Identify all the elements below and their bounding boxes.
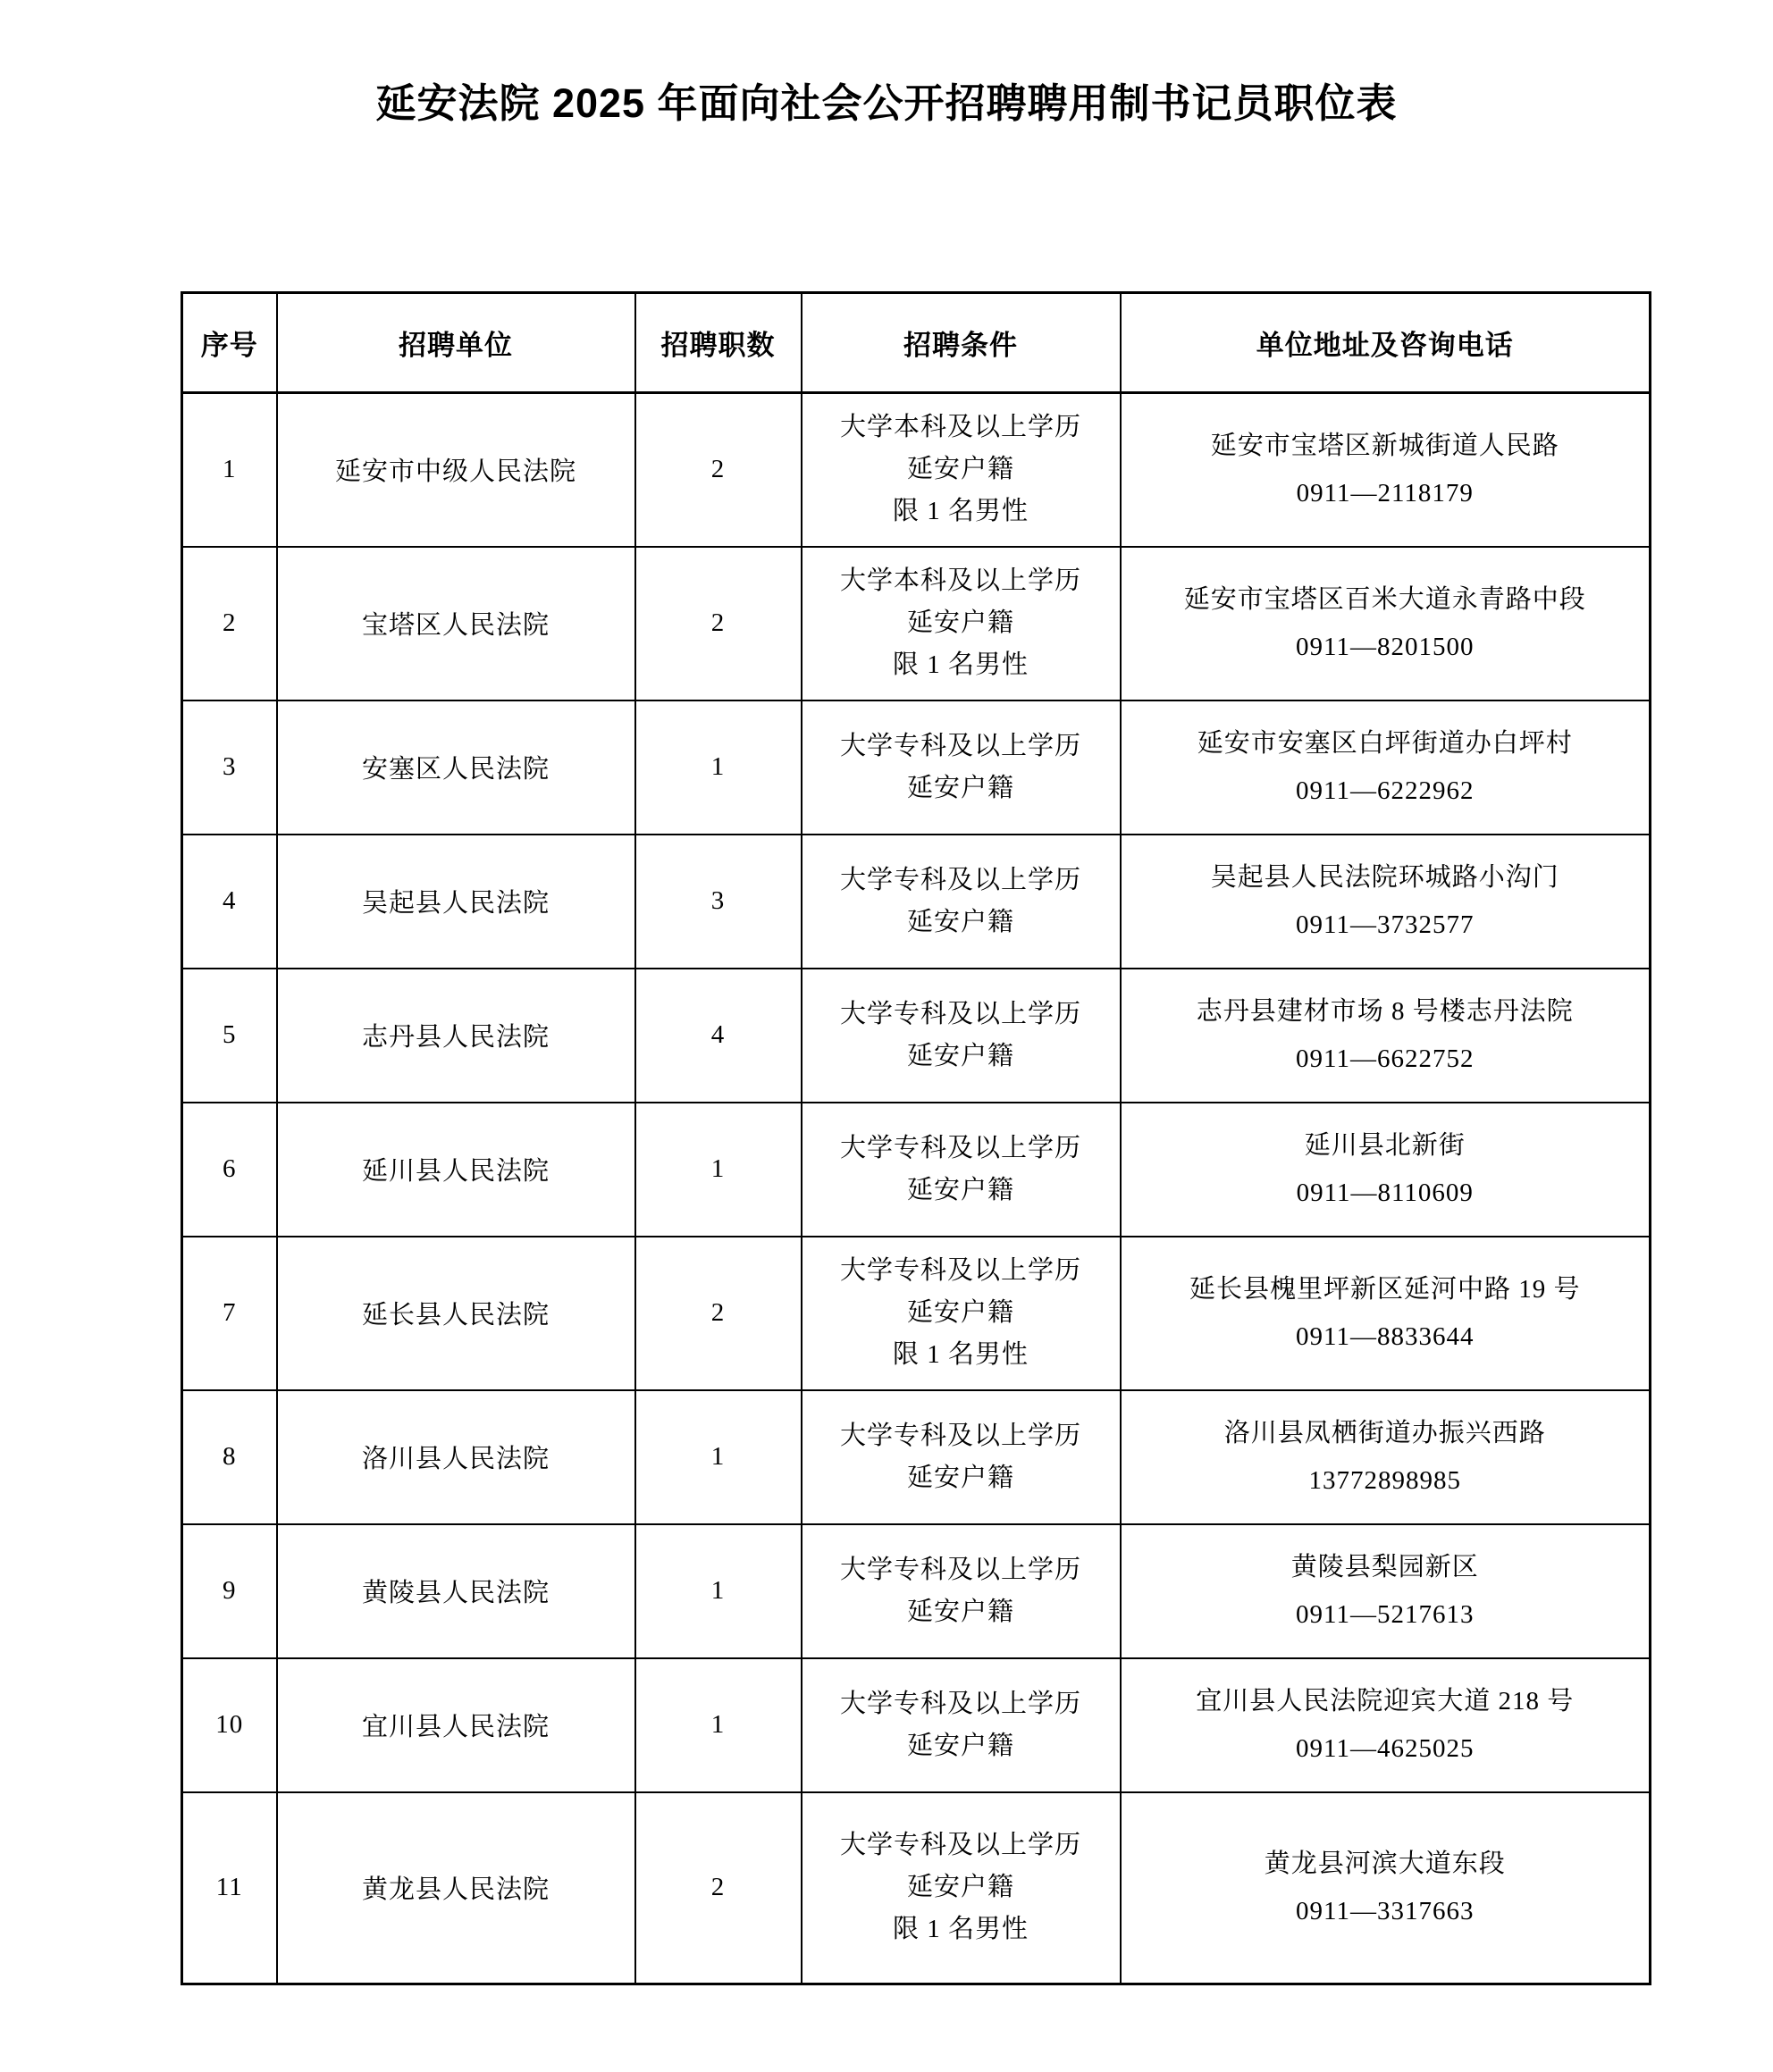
cell-no: 5 xyxy=(182,969,277,1103)
address-line: 0911—6622752 xyxy=(1296,1044,1475,1073)
table-body xyxy=(182,393,1651,1984)
cell-address xyxy=(1121,1658,1651,1792)
address-line: 延川县北新街 xyxy=(1304,1130,1466,1160)
cell-address xyxy=(1121,1103,1651,1237)
table-row xyxy=(182,969,1651,1103)
address-line: 0911—8201500 xyxy=(1296,632,1475,661)
cell-no: 8 xyxy=(182,1390,277,1524)
cell-conditions xyxy=(802,393,1121,547)
cell-count: 1 xyxy=(635,700,802,835)
cell-count: 2 xyxy=(635,393,802,547)
condition-line: 限 1 名男性 xyxy=(892,1340,1029,1369)
cell-address xyxy=(1121,547,1651,700)
table-row xyxy=(182,700,1651,835)
condition-line: 延安户籍 xyxy=(906,608,1014,637)
table-row xyxy=(182,1103,1651,1237)
cell-address xyxy=(1121,1237,1651,1390)
recruitment-position-table xyxy=(181,291,1651,1985)
page-title: 延安法院 2025 年面向社会公开招聘聘用制书记员职位表 xyxy=(375,80,1398,126)
cell-unit: 黄龙县人民法院 xyxy=(277,1792,635,1984)
cell-no: 10 xyxy=(182,1658,277,1792)
condition-line: 限 1 名男性 xyxy=(892,650,1029,679)
cell-count: 2 xyxy=(635,1237,802,1390)
condition-line: 大学本科及以上学历 xyxy=(839,566,1081,595)
cell-no: 3 xyxy=(182,700,277,835)
condition-line: 延安户籍 xyxy=(906,455,1014,484)
cell-conditions xyxy=(802,1792,1121,1984)
table-row xyxy=(182,1390,1651,1524)
cell-conditions xyxy=(802,969,1121,1103)
cell-conditions xyxy=(802,1237,1121,1390)
cell-count: 1 xyxy=(635,1390,802,1524)
cell-conditions xyxy=(802,700,1121,835)
cell-unit: 延安市中级人民法院 xyxy=(277,393,635,547)
cell-address xyxy=(1121,700,1651,835)
column-header: 序号 xyxy=(182,293,277,393)
cell-count: 4 xyxy=(635,969,802,1103)
cell-no: 6 xyxy=(182,1103,277,1237)
cell-unit: 洛川县人民法院 xyxy=(277,1390,635,1524)
address-line: 洛川县凤栖街道办振兴西路 xyxy=(1223,1418,1546,1447)
address-line: 0911—5217613 xyxy=(1296,1599,1475,1629)
condition-line: 延安户籍 xyxy=(906,1597,1014,1626)
condition-line: 大学专科及以上学历 xyxy=(839,1421,1081,1450)
cell-count: 1 xyxy=(635,1658,802,1792)
condition-line: 大学专科及以上学历 xyxy=(839,1555,1081,1584)
table-row xyxy=(182,393,1651,547)
column-header: 单位地址及咨询电话 xyxy=(1121,293,1651,393)
address-line: 0911—3317663 xyxy=(1296,1896,1475,1925)
cell-unit: 延长县人民法院 xyxy=(277,1237,635,1390)
cell-address xyxy=(1121,835,1651,969)
cell-no: 7 xyxy=(182,1237,277,1390)
column-header: 招聘单位 xyxy=(277,293,635,393)
condition-line: 大学专科及以上学历 xyxy=(839,731,1081,760)
cell-count: 1 xyxy=(635,1103,802,1237)
cell-conditions xyxy=(802,1390,1121,1524)
table-row xyxy=(182,1524,1651,1658)
cell-address xyxy=(1121,1390,1651,1524)
address-line: 延安市宝塔区百米大道永青路中段 xyxy=(1183,584,1586,614)
condition-line: 大学专科及以上学历 xyxy=(839,1256,1081,1285)
cell-count: 3 xyxy=(635,835,802,969)
condition-line: 大学专科及以上学历 xyxy=(839,1689,1081,1718)
cell-unit: 吴起县人民法院 xyxy=(277,835,635,969)
cell-address xyxy=(1121,1792,1651,1984)
address-line: 延安市宝塔区新城街道人民路 xyxy=(1210,431,1559,460)
cell-conditions xyxy=(802,1658,1121,1792)
table-header-row xyxy=(182,293,1651,393)
cell-count: 2 xyxy=(635,1792,802,1984)
address-line: 志丹县建材市场 8 号楼志丹法院 xyxy=(1196,996,1574,1026)
cell-no: 1 xyxy=(182,393,277,547)
cell-unit: 延川县人民法院 xyxy=(277,1103,635,1237)
condition-line: 延安户籍 xyxy=(906,1298,1014,1327)
address-line: 0911—4625025 xyxy=(1296,1733,1475,1763)
address-line: 0911—2118179 xyxy=(1296,478,1474,508)
cell-conditions xyxy=(802,835,1121,969)
condition-line: 延安户籍 xyxy=(906,1463,1014,1492)
cell-unit: 安塞区人民法院 xyxy=(277,700,635,835)
cell-no: 2 xyxy=(182,547,277,700)
table-row xyxy=(182,1658,1651,1792)
condition-line: 大学专科及以上学历 xyxy=(839,1133,1081,1162)
column-header: 招聘条件 xyxy=(802,293,1121,393)
cell-unit: 黄陵县人民法院 xyxy=(277,1524,635,1658)
address-line: 黄陵县梨园新区 xyxy=(1290,1552,1479,1581)
cell-no: 9 xyxy=(182,1524,277,1658)
condition-line: 大学专科及以上学历 xyxy=(839,999,1081,1028)
condition-line: 延安户籍 xyxy=(906,1873,1014,1902)
condition-line: 大学专科及以上学历 xyxy=(839,865,1081,894)
table-row xyxy=(182,1792,1651,1984)
cell-conditions xyxy=(802,547,1121,700)
condition-line: 限 1 名男性 xyxy=(892,1915,1029,1944)
condition-line: 限 1 名男性 xyxy=(892,497,1029,526)
column-header: 招聘职数 xyxy=(635,293,802,393)
condition-line: 延安户籍 xyxy=(906,773,1014,802)
table-row xyxy=(182,547,1651,700)
condition-line: 延安户籍 xyxy=(906,1731,1014,1760)
address-line: 0911—3732577 xyxy=(1296,910,1475,939)
condition-line: 大学专科及以上学历 xyxy=(839,1831,1081,1860)
address-line: 0911—8110609 xyxy=(1296,1178,1474,1207)
cell-address xyxy=(1121,1524,1651,1658)
cell-address xyxy=(1121,393,1651,547)
condition-line: 延安户籍 xyxy=(906,907,1014,936)
table-row xyxy=(182,1237,1651,1390)
address-line: 吴起县人民法院环城路小沟门 xyxy=(1210,862,1559,892)
cell-no: 11 xyxy=(182,1792,277,1984)
cell-unit: 志丹县人民法院 xyxy=(277,969,635,1103)
address-line: 延长县槐里坪新区延河中路 19 号 xyxy=(1189,1274,1581,1304)
cell-no: 4 xyxy=(182,835,277,969)
address-line: 黄龙县河滨大道东段 xyxy=(1264,1849,1506,1878)
address-line: 延安市安塞区白坪街道办白坪村 xyxy=(1197,728,1573,758)
condition-line: 大学本科及以上学历 xyxy=(839,413,1081,442)
cell-conditions xyxy=(802,1524,1121,1658)
address-line: 13772898985 xyxy=(1308,1465,1461,1495)
cell-unit: 宜川县人民法院 xyxy=(277,1658,635,1792)
address-line: 宜川县人民法院迎宾大道 218 号 xyxy=(1196,1686,1575,1715)
cell-address xyxy=(1121,969,1651,1103)
cell-unit: 宝塔区人民法院 xyxy=(277,547,635,700)
address-line: 0911—8833644 xyxy=(1296,1321,1475,1351)
cell-count: 1 xyxy=(635,1524,802,1658)
address-line: 0911—6222962 xyxy=(1296,776,1475,805)
table-row xyxy=(182,835,1651,969)
cell-conditions xyxy=(802,1103,1121,1237)
cell-count: 2 xyxy=(635,547,802,700)
condition-line: 延安户籍 xyxy=(906,1041,1014,1070)
condition-line: 延安户籍 xyxy=(906,1175,1014,1204)
